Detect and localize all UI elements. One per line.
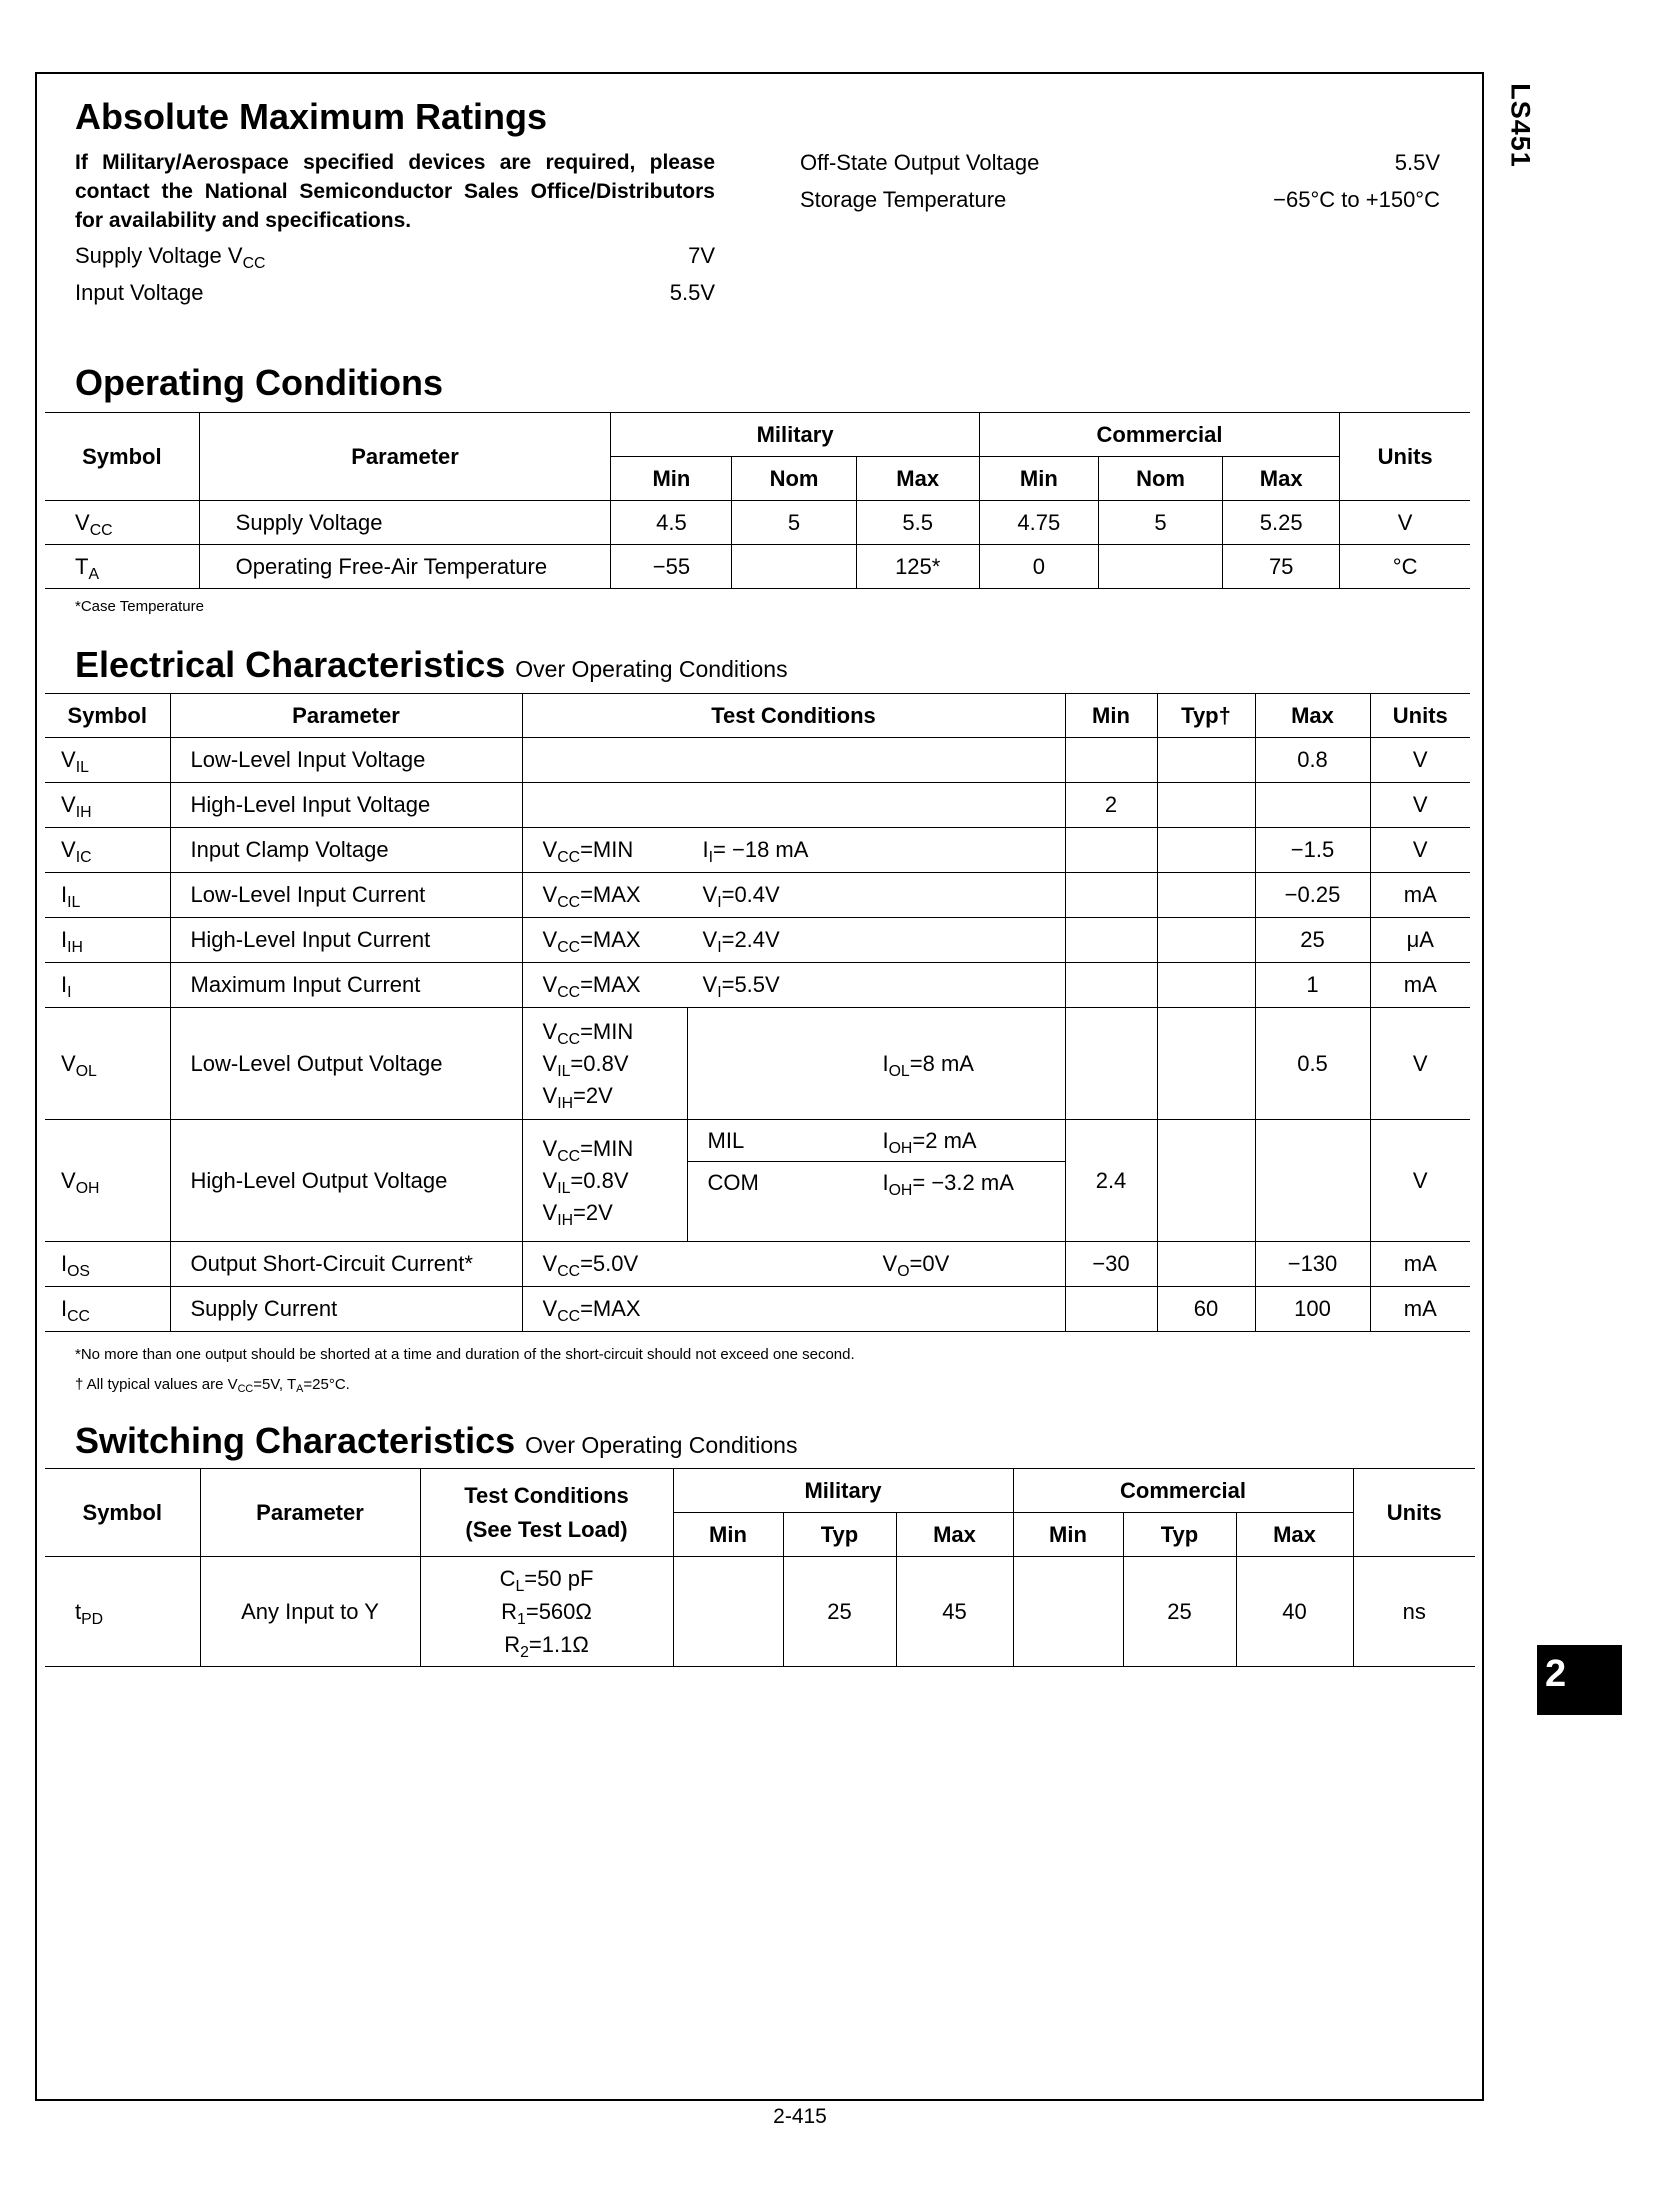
- elec-row-vil: $V_{IL}$ Low-Level Input Voltage 0.8 V: [45, 738, 1470, 783]
- elec-row-vic: $V_{IC}$ Input Clamp Voltage $V_{CC}=MIN$ $I_I= -18$ mA −1.5 V: [45, 828, 1470, 873]
- op-header-commercial: Commercial: [979, 413, 1340, 457]
- sw-header-com-max: Max: [1236, 1513, 1353, 1557]
- elec-header-typ: Typ†: [1157, 694, 1255, 738]
- op-cond-footnote: *Case Temperature: [75, 598, 204, 615]
- supply-voltage-rating: Supply Voltage $V_{CC}$ 7V: [75, 243, 715, 272]
- sw-header-mil-min: Min: [673, 1513, 783, 1557]
- elec-table: Symbol Parameter Test Conditions Min Typ† Max Units $V_{IL}$ Low-Level Input Voltage 0.8 V $V_{IH}$ High-Level Input Voltage 2 V $V_{IC}$ Input Clamp Voltage $V_{CC}=MIN$ $I_I= -18$ mA −1.5 V $I_{IL}$ Low-Level Input Current $V_{CC}=MAX$ $V_I=0.4V$ −0.25 mA $I_{IH}$ High-Level Input Current $V_{CC}=MAX$ $V_I=2.4V$ 25 μA $I_I$ Maximum Input Current $V_{CC}=MAX$ $V_I=5.5V$ 1 mA $V_{OL}$ Low-Level Output Voltage $V_{CC}=MIN$ $V_{IL}=0.8V$ $V_{IH}=2V$ $I_{OL}=8$ mA 0.5 V $V_{OH}$ High-Level Output Voltage $V_{CC}=MIN$ $V_{IL}=0.8V$ $V_{IH}=2V$ MIL $I_{OH}=2$ mA 2.4 V COM $I_{OH}= -3.2$ mA $I_{OS}$ Output Short-Circuit Current* $V_{CC}=5.0V$ $V_O=0V$ −30 −130 mA $I_{CC}$ Supply Current $V_{CC}=MAX$ 60 100 mA: [45, 693, 1470, 1332]
- page-number: 2-415: [773, 2105, 827, 2128]
- elec-row-icc: $I_{CC}$ Supply Current $V_{CC}=MAX$ 60 100 mA: [45, 1287, 1470, 1332]
- elec-row-voh: $V_{OH}$ High-Level Output Voltage $V_{CC}=MIN$ $V_{IL}=0.8V$ $V_{IH}=2V$ MIL $I_{OH}=2$ mA 2.4 V: [45, 1120, 1470, 1162]
- sw-header-symbol: Symbol: [45, 1469, 200, 1557]
- elec-row-ios: $I_{OS}$ Output Short-Circuit Current* $V_{CC}=5.0V$ $V_O=0V$ −30 −130 mA: [45, 1242, 1470, 1287]
- op-row-vcc: $V_{CC}$ Supply Voltage 4.5 5 5.5 4.75 5 5.25 V: [45, 501, 1470, 545]
- elec-header-max: Max: [1255, 694, 1370, 738]
- sw-header-parameter: Parameter: [200, 1469, 420, 1557]
- abs-max-title: Absolute Maximum Ratings: [75, 96, 548, 137]
- sw-header-mil-max: Max: [896, 1513, 1013, 1557]
- elec-header-min: Min: [1065, 694, 1157, 738]
- op-header-mil-nom: Nom: [732, 457, 856, 501]
- elec-header-parameter: Parameter: [170, 694, 522, 738]
- elec-header-units: Units: [1370, 694, 1470, 738]
- sw-row-tpd: $t_{PD}$ Any Input to Y $C_L=50$ pF $R_1=560\Omega$ $R_2=1.1\Omega$ 25 45 25 40 ns: [45, 1557, 1475, 1667]
- section-tab: 2: [1537, 1645, 1622, 1715]
- op-header-military: Military: [611, 413, 979, 457]
- offstate-voltage-rating: Off-State Output Voltage 5.5V: [800, 150, 1440, 175]
- elec-row-ii: $I_I$ Maximum Input Current $V_{CC}=MAX$ $V_I=5.5V$ 1 mA: [45, 963, 1470, 1008]
- sw-header-mil-typ: Typ: [783, 1513, 896, 1557]
- sw-header-military: Military: [673, 1469, 1013, 1513]
- elec-row-iih: $I_{IH}$ High-Level Input Current $V_{CC}=MAX$ $V_I=2.4V$ 25 μA: [45, 918, 1470, 963]
- op-header-parameter: Parameter: [199, 413, 611, 501]
- elec-footnote-2: † All typical values are $V_{CC}=5V$, $T_A=25^\circ C$.: [75, 1376, 350, 1396]
- storage-temp-rating: Storage Temperature −65°C to +150°C: [800, 187, 1440, 212]
- elec-row-iil: $I_{IL}$ Low-Level Input Current $V_{CC}=MAX$ $V_I=0.4V$ −0.25 mA: [45, 873, 1470, 918]
- op-cond-table: [45, 412, 1470, 589]
- op-header-mil-min: Min: [611, 457, 732, 501]
- op-header-com-min: Min: [979, 457, 1098, 501]
- op-header-mil-max: Max: [856, 457, 979, 501]
- elec-row-vol: $V_{OL}$ Low-Level Output Voltage $V_{CC}=MIN$ $V_{IL}=0.8V$ $V_{IH}=2V$ $I_{OL}=8$ mA 0.5 V: [45, 1008, 1470, 1120]
- elec-title: Electrical Characteristics Over Operating Conditions: [75, 644, 788, 685]
- op-header-units: Units: [1340, 413, 1470, 501]
- elec-row-vih: $V_{IH}$ High-Level Input Voltage 2 V: [45, 783, 1470, 828]
- switching-table: [45, 1468, 1475, 1667]
- op-header-com-nom: Nom: [1098, 457, 1222, 501]
- sw-header-commercial: Commercial: [1013, 1469, 1353, 1513]
- sw-header-com-min: Min: [1013, 1513, 1123, 1557]
- elec-header-symbol: Symbol: [45, 694, 170, 738]
- op-cond-title: Operating Conditions: [75, 362, 443, 403]
- input-voltage-rating: Input Voltage 5.5V: [75, 280, 715, 305]
- op-header-symbol: Symbol: [45, 413, 199, 501]
- op-row-ta: $T_A$ Operating Free-Air Temperature −55 125* 0 75 °C: [45, 545, 1470, 589]
- sw-header-test: Test Conditions (See Test Load): [420, 1469, 673, 1557]
- part-number-label: LS451: [1505, 83, 1536, 168]
- sw-header-com-typ: Typ: [1123, 1513, 1236, 1557]
- op-header-com-max: Max: [1223, 457, 1340, 501]
- elec-header-test: Test Conditions: [522, 694, 1065, 738]
- abs-max-note: If Military/Aerospace specified devices are required, please contact the National Semiconductor Sales Office/Distributors for availability and specifications.: [75, 151, 715, 232]
- elec-footnote-1: *No more than one output should be shorted at a time and duration of the short-circuit should not exceed one second.: [75, 1346, 855, 1363]
- sw-header-units: Units: [1353, 1469, 1475, 1557]
- switching-title: Switching Characteristics Over Operating Conditions: [75, 1420, 798, 1461]
